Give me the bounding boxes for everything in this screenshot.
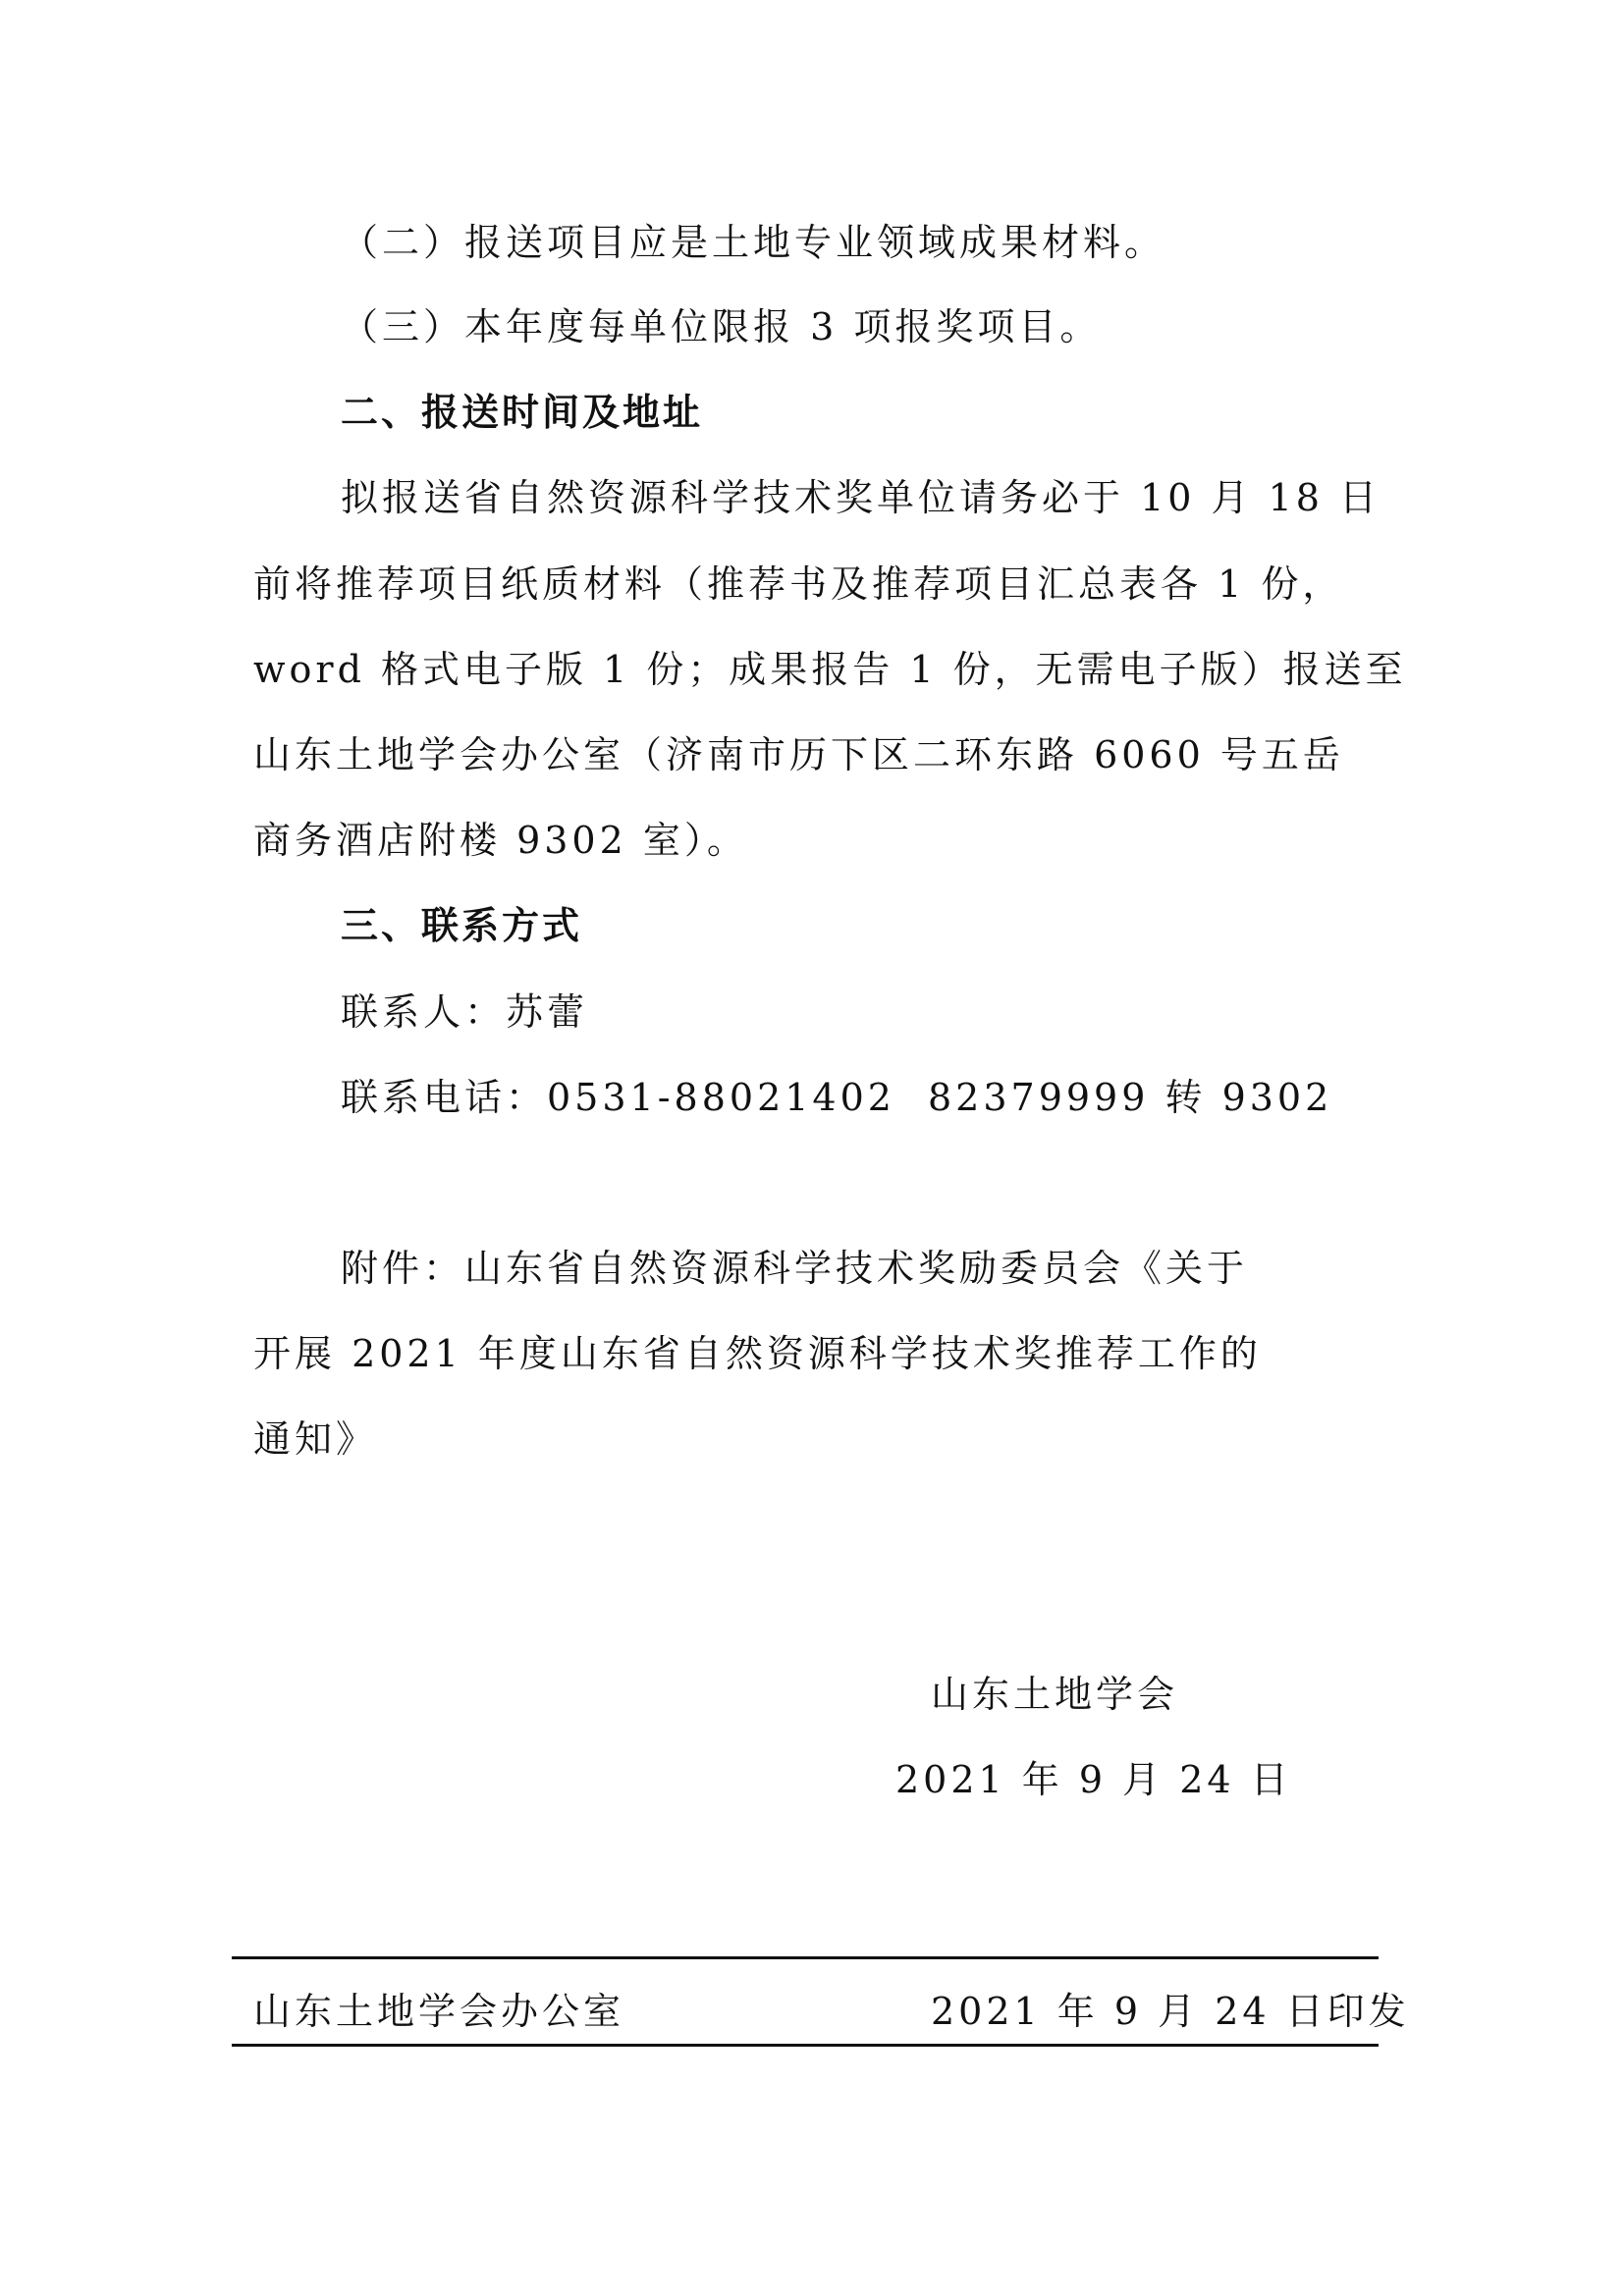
section-2-heading: 二、报送时间及地址 xyxy=(341,391,704,434)
item-2: （二）报送项目应是土地专业领域成果材料。 xyxy=(341,221,1166,264)
attachment-line: 开展 2021 年度山东省自然资源科学技术奖推荐工作的 xyxy=(253,1332,1262,1375)
contact-person: 联系人：苏蕾 xyxy=(341,990,589,1034)
section-3-heading: 三、联系方式 xyxy=(341,904,583,947)
contact-phone-line xyxy=(341,1073,1333,1122)
contact-phone-primary: 联系电话：0531-88021402 xyxy=(341,1076,895,1119)
section-2-line: 商务酒店附楼 9302 室）。 xyxy=(253,819,748,862)
section-2-line: 山东土地学会办公室（济南市历下区二环东路 6060 号五岳 xyxy=(253,733,1344,776)
footer-bottom-rule xyxy=(232,2044,1379,2047)
footer-top-rule xyxy=(232,1956,1379,1959)
attachment-line: 附件：山东省自然资源科学技术奖励委员会《关于 xyxy=(341,1247,1249,1290)
footer-issuer: 山东土地学会办公室 xyxy=(253,1990,625,2033)
contact-phone-alt: 82379999 转 9302 xyxy=(928,1076,1333,1119)
signature-org: 山东土地学会 xyxy=(931,1673,1179,1716)
section-2-line: 拟报送省自然资源科学技术奖单位请务必于 10 月 18 日 xyxy=(341,476,1381,519)
section-2-line: 前将推荐项目纸质材料（推荐书及推荐项目汇总表各 1 份， xyxy=(253,562,1344,606)
signature-date: 2021 年 9 月 24 日 xyxy=(895,1758,1292,1801)
section-2-line: word 格式电子版 1 份；成果报告 1 份，无需电子版）报送至 xyxy=(253,648,1407,691)
attachment-line: 通知》 xyxy=(253,1417,378,1461)
item-3: （三）本年度每单位限报 3 项报奖项目。 xyxy=(341,305,1102,348)
footer-issue-date: 2021 年 9 月 24 日印发 xyxy=(931,1990,1410,2033)
